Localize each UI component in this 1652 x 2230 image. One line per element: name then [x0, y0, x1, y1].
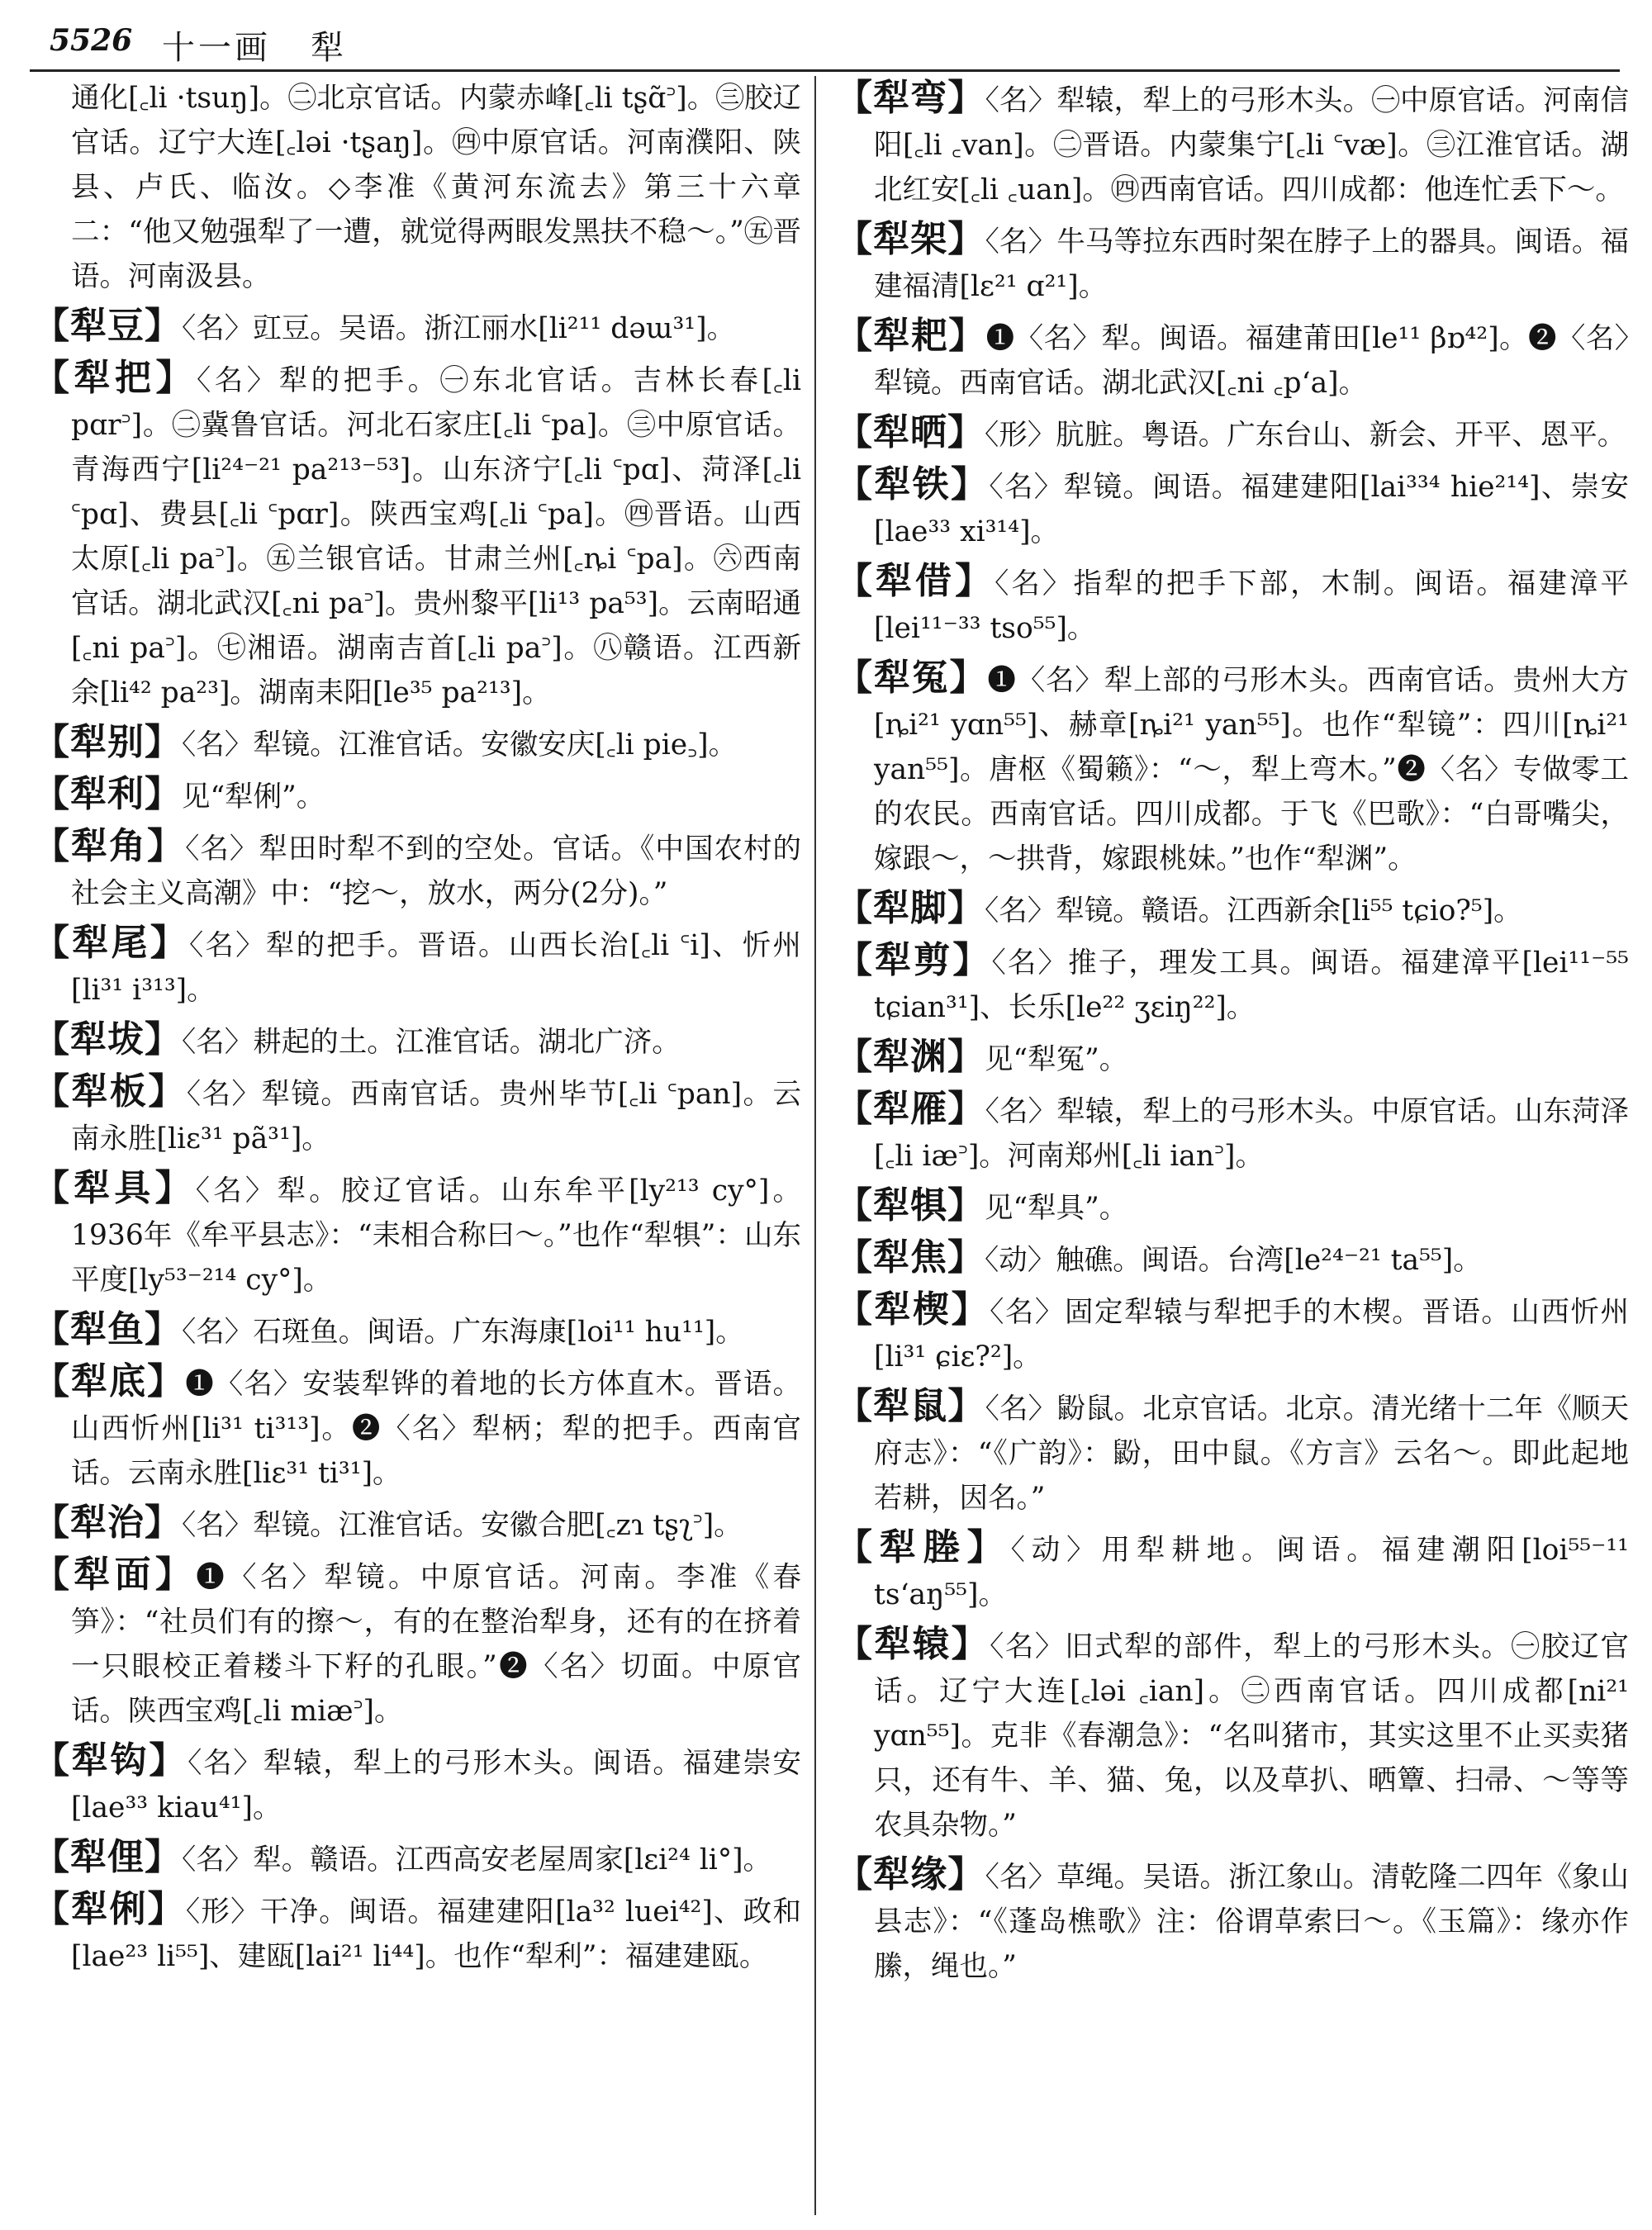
left-column [33, 76, 801, 2215]
entry-headword: 【犁尾】 [33, 922, 189, 964]
section-title: 十一画 [162, 29, 271, 67]
dictionary-entry [33, 1887, 801, 1979]
entry-headword: 【犁弯】 [836, 77, 985, 119]
entry-definition: 〈名〉犁镜。闽语。福建建阳[lai³³⁴ hie²¹⁴]、崇安[lae³³ xi³¹⁴]。 [874, 471, 1629, 548]
entry-headword: 【犁楔】 [836, 1288, 990, 1331]
dictionary-entry [836, 1184, 1629, 1231]
dictionary-entry [33, 720, 801, 767]
dictionary-entry [836, 76, 1629, 212]
entry-definition: 〈名〉犁辕，犁上的弓形木头。中原官话。山东菏泽[꜀li iæ꜄]。河南郑州[꜀li ian꜄]。 [874, 1095, 1629, 1173]
entry-headword: 【犁焦】 [836, 1236, 985, 1279]
dictionary-entry [33, 1166, 801, 1302]
dictionary-entry [836, 1853, 1629, 1989]
entry-definition: 见“犁具”。 [985, 1192, 1128, 1225]
entry-definition: ❶〈名〉犁上部的弓形木头。西南官话。贵州大方[ȵi²¹ yɑn⁵⁵]、赫章[ȵi²¹ yan⁵⁵]。也作“犁镜”：四川[ȵi²¹ yan⁵⁵]。唐枢《蜀籁》：“～，犁上弯木。”❷〈名〉专做零工的农民。西南官话。四川成都。于飞《巴歌》：“白哥嘴尖，嫁跟～，～拱背，嫁跟桃妹。”也作“犁渊”。 [874, 664, 1629, 875]
entry-headword: 【犁利】 [33, 773, 182, 815]
entry-definition: 〈名〉犁辕，犁上的弓形木头。㊀中原官话。河南信阳[꜀li ꜀van]。㊁晋语。内蒙集宁[꜀li ꜂væ]。㊂江淮官话。湖北红安[꜀li ꜀uan]。㊃西南官话。四川成都：他连忙丢下～。 [874, 84, 1629, 206]
entry-headword: 【犁冤】 [836, 657, 988, 699]
dictionary-entry [33, 304, 801, 351]
entry-headword: 【犁架】 [836, 218, 985, 260]
entry-definition: 〈动〉触礁。闽语。台湾[le²⁴⁻²¹ ta⁵⁵]。 [985, 1244, 1482, 1277]
entry-continuation [33, 76, 801, 299]
entry-definition: 〈形〉肮脏。粤语。广东台山、新会、开平、恩平。 [985, 419, 1626, 452]
entry-headword: 【犁鱼】 [33, 1308, 182, 1350]
dictionary-entry [836, 410, 1629, 458]
entry-headword: 【犁别】 [33, 721, 182, 763]
right-column [836, 76, 1629, 2215]
dictionary-entry [33, 1307, 801, 1355]
entry-headword: 【犁底】 [33, 1360, 186, 1402]
head-character: 犁 [311, 29, 344, 67]
entry-definition: 〈名〉犁的把手。㊀东北官话。吉林长春[꜀li pɑr꜄]。㊁冀鲁官话。河北石家庄[꜀li ꜂pa]。㊂中原官话。青海西宁[li²⁴⁻²¹ pa²¹³⁻⁵³]。山东济宁[꜀li ꜂pɑ]、菏泽[꜀li ꜂pɑ]、费县[꜀li ꜂pɑr]。陕西宝鸡[꜀li ꜂pa]。㊃晋语。山西太原[꜀li pa꜄]。㊄兰银官话。甘肃兰州[꜀ȵi ꜂pa]。㊅西南官话。湖北武汉[꜀ni pa꜄]。贵州黎平[li¹³ pa⁵³]。云南昭通[꜀ni pa꜄]。㊆湘语。湖南吉首[꜀li pa꜄]。㊇赣语。江西新余[li⁴² pa²³]。湖南耒阳[le³⁵ pa²¹³]。 [71, 364, 801, 709]
entry-definition: ❶〈名〉犁镜。中原官话。河南。李准《春笋》：“社员们有的擦～，有的在整治犁身，还有的在挤着一只眼校正着耧斗下籽的孔眼。”❷〈名〉切面。中原官话。陕西宝鸡[꜀li miæ꜄]。 [71, 1561, 801, 1728]
entry-headword: 【犁借】 [836, 560, 995, 602]
entry-headword: 【犁渊】 [836, 1036, 985, 1078]
dictionary-entry [33, 772, 801, 819]
dictionary-entry [836, 1087, 1629, 1179]
entry-definition: 〈名〉犁。胶辽官话。山东牟平[ly²¹³ cy°]。1936年《牟平县志》：“耒相合称曰～。”也作“犁犋”：山东平度[ly⁵³⁻²¹⁴ cy°]。 [71, 1174, 801, 1297]
entry-headword: 【犁板】 [33, 1070, 187, 1113]
dictionary-entry [836, 938, 1629, 1030]
entry-definition: 〈名〉犁镜。江淮官话。安徽合肥[꜀zɿ tʂʅ꜄]。 [182, 1509, 743, 1542]
entry-definition: 〈名〉犁辕，犁上的弓形木头。闽语。福建崇安[lae³³ kiau⁴¹]。 [71, 1747, 801, 1824]
dictionary-entry [836, 886, 1629, 933]
dictionary-entry [33, 1739, 801, 1830]
dictionary-entry [33, 1070, 801, 1161]
entry-definition: 〈名〉犁田时犁不到的空处。官话。《中国农村的社会主义高潮》中：“挖～，放水，两分(2分)。” [71, 833, 801, 910]
entry-headword: 【犁脚】 [836, 887, 985, 929]
entry-definition: 〈名〉犁镜。赣语。江西新余[li⁵⁵ tɕio?⁵]。 [985, 894, 1522, 928]
entry-headword: 【犁角】 [33, 825, 186, 867]
entry-headword: 【犁钩】 [33, 1739, 188, 1782]
page-header [30, 18, 1620, 72]
page-number: 5526 [50, 23, 133, 58]
entry-headword: 【犁俐】 [33, 1888, 186, 1930]
dictionary-entry [33, 1553, 801, 1734]
entry-definition: 〈名〉牛马等拉东西时架在脖子上的器具。闽语。福建福清[lɛ²¹ ɑ²¹]。 [874, 225, 1629, 303]
dictionary-entry [836, 217, 1629, 309]
dictionary-entry [836, 1384, 1629, 1521]
entry-headword: 【犁把】 [33, 357, 197, 399]
entry-definition: 〈名〉耕起的土。江淮官话。湖北广济。 [182, 1026, 681, 1059]
entry-definition: 〈名〉推子，理发工具。闽语。福建漳平[lei¹¹⁻⁵⁵ tɕian³¹]、长乐[le²² ʒɛiŋ²²]。 [874, 947, 1629, 1024]
entry-headword: 【犁犋】 [836, 1184, 985, 1226]
entry-headword: 【犁具】 [33, 1167, 196, 1209]
dictionary-entry [33, 1018, 801, 1065]
entry-definition: 〈名〉鼢鼠。北京官话。北京。清光绪十二年《顺天府志》：“《广韵》：鼢，田中鼠。《方言》云名～。即此起地若耕，因名。” [874, 1393, 1629, 1515]
entry-definition: 〈名〉草绳。吴语。浙江象山。清乾隆二四年《象山县志》：“《蓬岛樵歌》注：俗谓草索曰～。《玉篇》：缘亦作縢，绳也。” [874, 1861, 1629, 1983]
dictionary-entry [33, 1359, 801, 1496]
dictionary-entry [836, 1622, 1629, 1848]
dictionary-entry [836, 1525, 1629, 1617]
entry-headword: 【犁耙】 [836, 315, 986, 357]
dictionary-entry [836, 656, 1629, 881]
entry-headword: 【犁剪】 [836, 939, 992, 981]
entry-definition: 〈名〉豇豆。吴语。浙江丽水[li²¹¹ dəɯ³¹]。 [182, 312, 736, 345]
entry-definition: ❶〈名〉安装犁铧的着地的长方体直木。晋语。山西忻州[li³¹ ti³¹³]。❷〈名〉犁柄；犁的把手。西南官话。云南永胜[liɛ³¹ ti³¹]。 [71, 1368, 801, 1490]
entry-definition: 〈动〉用犁耕地。闽语。福建潮阳[loi⁵⁵⁻¹¹ tsʻaŋ⁵⁵]。 [874, 1534, 1629, 1611]
entry-headword: 【犁雁】 [836, 1088, 985, 1130]
entry-definition: 〈名〉犁镜。江淮官话。安徽安庆[꜀li pie꜆]。 [182, 728, 738, 762]
entry-definition: 〈名〉石斑鱼。闽语。广东海康[loi¹¹ hu¹¹]。 [182, 1316, 744, 1349]
dictionary-entry [836, 1288, 1629, 1379]
entry-definition: 〈形〉干净。闽语。福建建阳[la³² luei⁴²]、政和[lae²³ li⁵⁵]、建瓯[lai²¹ li⁴⁴]。也作“犁利”：福建建瓯。 [71, 1896, 801, 1973]
dictionary-entry [836, 314, 1629, 406]
dictionary-entry [33, 824, 801, 916]
dictionary-entry [836, 463, 1629, 554]
entry-definition: 〈名〉犁镜。西南官话。贵州毕节[꜀li ꜂pan]。云南永胜[liɛ³¹ pã³¹]。 [71, 1078, 801, 1155]
dictionary-entry [33, 1835, 801, 1882]
entry-headword: 【犁晒】 [836, 411, 985, 453]
entry-headword: 【犁鼠】 [836, 1385, 985, 1427]
entry-headword: 【犁俚】 [33, 1836, 182, 1878]
dictionary-entry [836, 559, 1629, 651]
entry-headword: 【犁面】 [33, 1554, 197, 1596]
entry-definition: 见“犁冤”。 [985, 1043, 1128, 1076]
entry-definition: 〈名〉犁。赣语。江西高安老屋周家[lɛi²⁴ li°]。 [182, 1843, 772, 1877]
column-divider [814, 76, 816, 2215]
dictionary-entry [33, 1501, 801, 1548]
entry-definition: 见“犁俐”。 [182, 780, 325, 814]
dictionary-entry [836, 1035, 1629, 1082]
dictionary-entry [33, 921, 801, 1013]
entry-definition: 〈名〉固定犁辕与犁把手的木楔。晋语。山西忻州[li³¹ ɕiɛ?²]。 [874, 1296, 1629, 1374]
entry-definition: 〈名〉旧式犁的部件，犁上的弓形木头。㊀胶辽官话。辽宁大连[꜀ləi ꜀ian]。㊁西南官话。四川成都[ni²¹ yɑn⁵⁵]。克非《春潮急》：“名叫猪市，其实这里不止买卖猪只，还有牛、羊、猫、兔，以及草扒、晒簟、扫帚、～等等农具杂物。” [874, 1630, 1629, 1842]
entry-definition: 通化[꜀li ·tsuŋ]。㊁北京官话。内蒙赤峰[꜀li tʂɑ̃꜄]。㊂胶辽官话。辽宁大连[꜀ləi ·tʂaŋ]。㊃中原官话。河南濮阳、陕县、卢氏、临汝。◇李准《黄河东流去》第三十六章二：“他又勉强犁了一遭，就觉得两眼发黑扶不稳～。”㊄晋语。河南汲县。 [71, 82, 801, 293]
entry-headword: 【犁辕】 [836, 1623, 990, 1665]
dictionary-entry [33, 356, 801, 715]
entry-headword: 【犁豆】 [33, 305, 182, 347]
dictionary-entry [836, 1236, 1629, 1283]
entry-headword: 【犁治】 [33, 1502, 182, 1544]
entry-headword: 【犁铁】 [836, 463, 990, 505]
entry-headword: 【犁塍】 [836, 1526, 1011, 1568]
entry-definition: 〈名〉犁的把手。晋语。山西长治[꜀li ꜂i]、忻州[li³¹ i³¹³]。 [71, 929, 801, 1007]
entry-headword: 【犁坺】 [33, 1018, 182, 1060]
entry-definition: ❶〈名〉犁。闽语。福建莆田[le¹¹ βɒ⁴²]。❷〈名〉犁镜。西南官话。湖北武汉[꜀ni ꜀pʻa]。 [874, 322, 1629, 400]
entry-definition: 〈名〉指犁的把手下部，木制。闽语。福建漳平[lei¹¹⁻³³ tso⁵⁵]。 [874, 567, 1629, 645]
entry-headword: 【犁缘】 [836, 1853, 985, 1896]
